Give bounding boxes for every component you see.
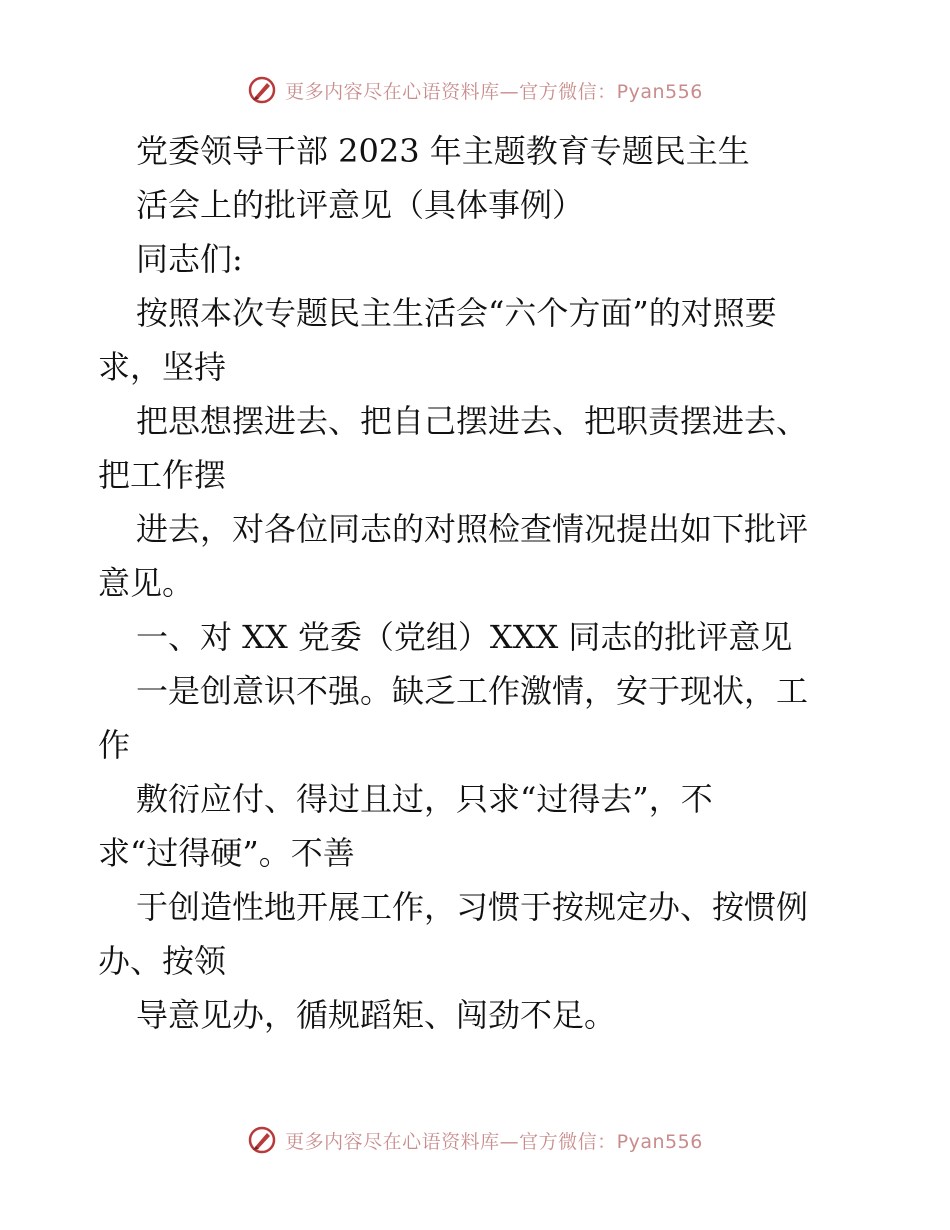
header-watermark <box>0 70 950 110</box>
document-line: 把思想摆进去、把自己摆进去、把职责摆进去、 <box>136 402 809 440</box>
watermark-text: 更多内容尽在心语资料库—官方微信：Pyan556 <box>285 80 703 103</box>
watermark-text: 更多内容尽在心语资料库—官方微信：Pyan556 <box>285 1130 703 1153</box>
document-line: 把工作摆 <box>98 456 227 494</box>
document-line: 党委领导干部 2023 年主题教育专题民主生 <box>136 132 750 170</box>
document-line: 于创造性地开展工作，习惯于按规定办、按惯例 <box>136 888 809 926</box>
document-line: 一是创意识不强。缺乏工作激情，安于现状，工 <box>136 672 809 710</box>
document-line: 一、对 XX 党委（党组）XXX 同志的批评意见 <box>136 618 793 656</box>
document-line: 作 <box>98 726 131 764</box>
document-line: 活会上的批评意见（具体事例） <box>136 186 585 224</box>
document-line: 同志们: <box>136 240 243 278</box>
document-line: 进去，对各位同志的对照检查情况提出如下批评 <box>136 510 809 548</box>
document-line: 求，坚持 <box>98 348 227 386</box>
document-line: 按照本次专题民主生活会“六个方面”的对照要 <box>136 294 777 332</box>
document-body <box>98 124 854 1042</box>
document-line: 敷衍应付、得过且过，只求“过得去”，不 <box>136 780 713 818</box>
document-line: 意见。 <box>98 564 195 602</box>
document-line: 求“过得硬”。不善 <box>98 834 355 872</box>
document-line: 导意见办，循规蹈矩、闯劲不足。 <box>136 996 617 1034</box>
document-line: 办、按领 <box>98 942 227 980</box>
pen-circle-logo-icon <box>247 75 277 105</box>
footer-watermark <box>0 1120 950 1160</box>
pen-circle-logo-icon <box>247 1125 277 1155</box>
